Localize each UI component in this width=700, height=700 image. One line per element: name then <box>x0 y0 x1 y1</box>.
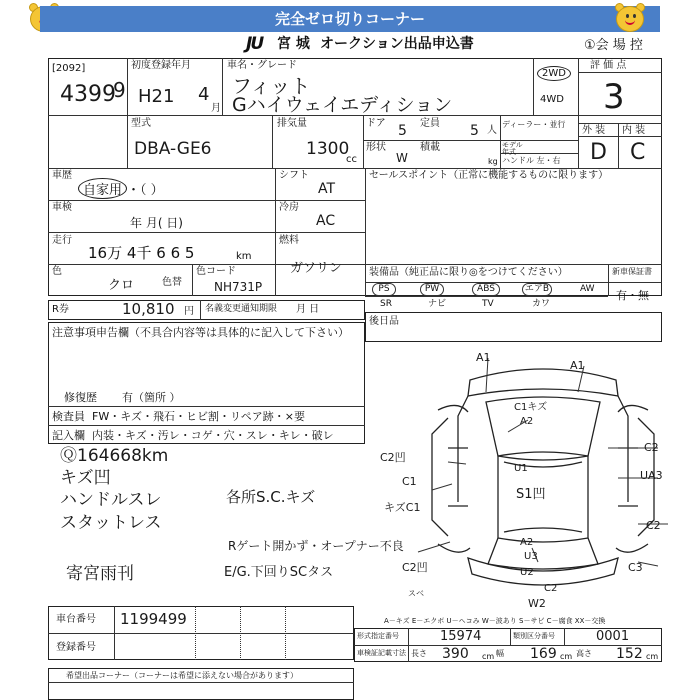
length-unit: cm <box>482 652 495 661</box>
damage-legend: A－キズ E－エクボ U－ヘコみ W－波あり S－サビ C－腐食 XX－交換 <box>384 617 606 625</box>
height-label: 高さ <box>576 649 592 658</box>
equip-ps: PS <box>372 283 396 296</box>
diagram-mark-8: S1凹 <box>516 487 546 502</box>
km-unit: km <box>236 251 252 262</box>
new-car-warranty-label: 新車保証書 <box>612 267 652 276</box>
shape-label: 形状 <box>366 142 386 153</box>
mileage-digits: 16万 4千 6 6 5 <box>88 244 195 262</box>
displacement-label: 排気量 <box>277 118 307 129</box>
handwritten-note-4: スタットレス <box>60 513 162 533</box>
notes-label: 注意事項申告欄（不具合内容等は具体的に記入して下さい） <box>52 326 349 339</box>
yen-unit: 円 <box>184 306 194 317</box>
dims-label: 車検証記載寸法 <box>357 649 406 657</box>
inspection-units: 年 月( 日) <box>130 216 183 230</box>
month-unit: 月 <box>211 103 221 114</box>
doors-label: ドア <box>366 118 386 129</box>
right-note-1: 各所S.C.キズ <box>226 488 316 506</box>
diagram-mark-9: UA3 <box>640 469 663 482</box>
equip-sr: SR <box>380 299 392 309</box>
form-no-label: 形式指定番号 <box>357 632 399 640</box>
handwritten-note-2: キズ凹 <box>60 468 111 488</box>
equip-kawa: カワ <box>532 299 551 309</box>
lot-number: 4399 <box>60 82 116 107</box>
diagram-mark-10: C2 <box>646 519 661 532</box>
handwritten-note-1: Ⓠ164668km <box>60 446 169 466</box>
usage-circled-value: 自家用 ・（ ） <box>78 178 164 199</box>
diagram-mark-12: キズC1 <box>384 501 421 514</box>
inspector-label: 検査員 <box>52 410 85 423</box>
doors-value: 5 <box>398 123 407 139</box>
capacity-value: 5 <box>470 123 479 139</box>
usage-label: 車歴 <box>52 170 72 181</box>
color-code-label: 色コード <box>196 266 236 277</box>
shift-label: シフト <box>279 170 309 181</box>
diagram-mark-2: A1 <box>570 359 585 372</box>
inspection-label: 車検 <box>52 202 72 213</box>
displacement-value: 1300 <box>306 139 350 159</box>
diagram-mark-17: C2 <box>544 583 558 594</box>
org-name: 宮 城 <box>277 36 310 52</box>
selling-points-label: セールスポイント（正常に機能するものに限ります） <box>369 170 609 181</box>
mileage-label: 走行 <box>52 235 72 246</box>
rear-seat-label: 後日品 <box>369 316 399 327</box>
color-change-label: 色替 <box>162 277 182 288</box>
color-code-value: NH731P <box>214 280 263 294</box>
handle-label: ハンドル 左・右 <box>502 156 561 165</box>
warranty-value: 有・無 <box>616 289 649 302</box>
diagram-mark-11: C1 <box>402 475 417 488</box>
rating-label: 評 価 点 <box>590 60 627 71</box>
height-unit: cm <box>646 652 659 661</box>
chassis-number: 1199499 <box>120 610 187 628</box>
lot-suffix: 9 <box>113 78 126 102</box>
capacity-label: 定員 <box>420 118 440 129</box>
recycle-value: 10,810 <box>122 300 175 318</box>
lot-code: [2092] <box>52 63 86 74</box>
diagram-mark-18: C3 <box>628 561 643 574</box>
class-no-label: 類別区分番号 <box>513 632 555 640</box>
fuel-label: 燃料 <box>279 235 299 246</box>
form-title: オークション出品申込書 <box>320 36 474 52</box>
handwritten-note-3: ハンドルスレ <box>60 490 162 510</box>
width-value: 169 <box>530 646 557 662</box>
diagram-mark-7: U1 <box>514 463 528 474</box>
length-label: 長さ <box>411 649 427 658</box>
model-year-label: モデル年式 <box>502 141 523 156</box>
diagram-mark-4: A2 <box>520 416 534 427</box>
recycle-label: R券 <box>52 304 69 315</box>
shift-value: AT <box>318 181 336 197</box>
header-banner: 完全ゼロ切りコーナー <box>40 6 660 32</box>
diagram-mark-1: A1 <box>476 351 491 364</box>
desired-corner-label: 希望出品コーナー（コーナーは希望に添えない場合があります） <box>66 671 298 680</box>
color-value: クロ <box>108 278 135 293</box>
first-registration-year: H21 <box>138 86 175 107</box>
interior-label: 内 装 <box>622 125 646 136</box>
width-unit: cm <box>560 652 573 661</box>
equipment-label: 装備品（純正品に限り◎をつけてください） <box>369 267 568 278</box>
equip-abs: ABS <box>472 283 500 296</box>
load-label: 積載 <box>420 142 440 153</box>
repair-value: 有（箇所 ） <box>122 391 181 404</box>
registration-label: 登録番号 <box>56 642 96 653</box>
diagram-mark-14: U3 <box>524 551 538 562</box>
model-code: DBA-GE6 <box>134 139 212 159</box>
handwritten-note-5: 寄宮雨刊 <box>66 564 134 584</box>
recorder-line: 内装・キズ・汚レ・コゲ・穴・スレ・キレ・破レ <box>92 429 334 442</box>
equip-tv: TV <box>482 299 494 309</box>
equip-pw: PW <box>420 283 444 296</box>
repair-label: 修復歴 <box>64 391 97 404</box>
dealer-label: ディーラー・並行 <box>502 120 566 129</box>
year-label: 初度登録年月 <box>131 60 191 71</box>
diagram-mark-3: C1キズ <box>514 402 548 413</box>
car-grade: Gハイウェイエディション <box>232 94 453 116</box>
diagram-mark-16: C2凹 <box>402 561 428 574</box>
class-no-value: 0001 <box>596 629 630 644</box>
fuel-value: ガソリン <box>290 261 343 276</box>
diagram-mark-15: U2 <box>520 567 534 578</box>
diagram-mark-5: C2凹 <box>380 451 406 464</box>
cc-unit: cc <box>346 154 357 165</box>
first-registration-month: 4 <box>198 84 210 105</box>
rating-value: 3 <box>603 77 625 117</box>
height-value: 152 <box>616 646 643 662</box>
length-value: 390 <box>442 646 469 662</box>
inspector-line: FW・キズ・飛石・ヒビ割・リペア跡・×要 <box>92 410 305 423</box>
transfer-units: 月 日 <box>296 304 320 315</box>
equip-airbag: エアB <box>522 283 552 296</box>
diagram-mark-20: スベ <box>408 589 424 598</box>
mascot-right-logo <box>612 2 648 36</box>
kg-unit: kg <box>488 157 498 166</box>
drive-4wd-option: 4WD <box>540 94 564 105</box>
form-no-value: 15974 <box>440 629 482 644</box>
org-logo: JU <box>246 34 263 54</box>
drive-2wd-option: 2WD <box>537 66 571 81</box>
equip-aw: AW <box>580 284 595 294</box>
exterior-grade: D <box>590 140 607 165</box>
ac-value: AC <box>316 213 336 229</box>
model-label: 型式 <box>131 118 151 129</box>
width-label: 幅 <box>496 649 504 658</box>
diagram-mark-6: C2 <box>644 441 659 454</box>
interior-grade: C <box>630 140 646 165</box>
car-name-label: 車名・グレード <box>227 60 297 71</box>
transfer-label: 名義変更通知期限 <box>205 304 278 314</box>
color-label: 色 <box>52 266 62 277</box>
diagram-mark-19: W2 <box>528 597 546 610</box>
car-name: フィット <box>232 74 311 98</box>
diagram-mark-13: A2 <box>520 537 534 548</box>
recorder-label: 記入欄 <box>52 429 85 442</box>
ac-label: 冷房 <box>279 202 299 213</box>
usage-other: ・（ ） <box>127 183 164 198</box>
right-note-2: Rゲート開かず・オープナー不良 <box>228 539 404 553</box>
venue-copy-label: ①会 場 控 <box>584 38 643 53</box>
equip-navi: ナビ <box>428 299 447 309</box>
right-note-3: E/G.下回りSCタス <box>224 565 334 580</box>
exterior-label: 外 装 <box>582 125 606 136</box>
chassis-label: 車台番号 <box>56 614 96 625</box>
rear-seat-box <box>365 312 662 342</box>
capacity-unit: 人 <box>487 125 497 136</box>
shape-value: W <box>396 151 408 165</box>
